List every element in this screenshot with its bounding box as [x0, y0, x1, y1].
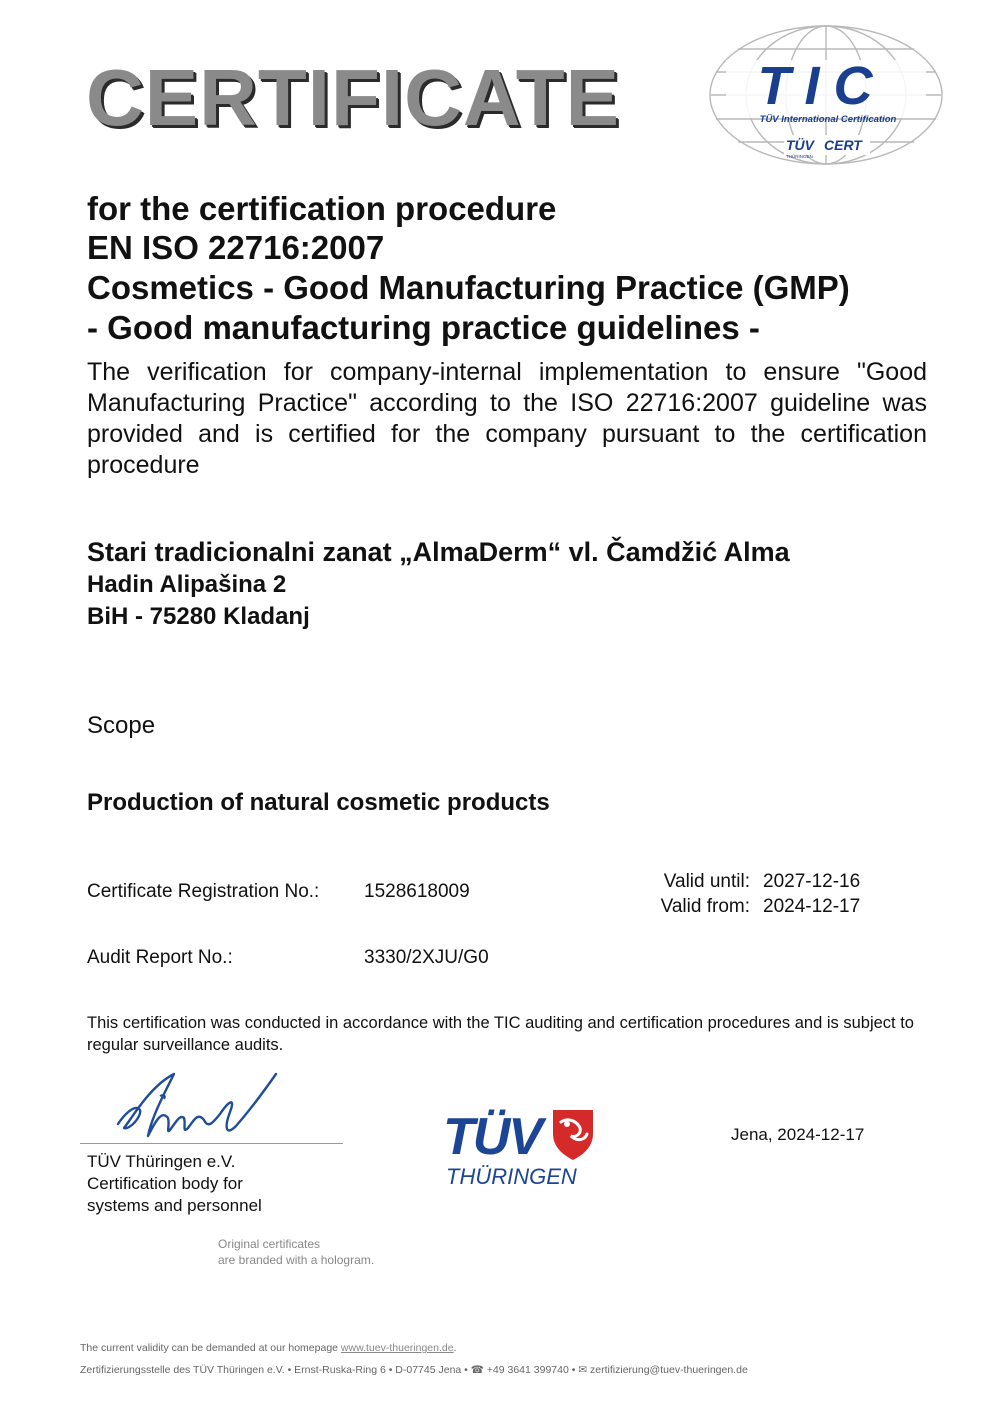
- footer-address: Zertifizierungsstelle des TÜV Thüringen e.V. • Ernst-Ruska-Ring 6 • D-07745 Jena • ☎ +49 3641 399740 • ✉ zertifizierung@tuev-thueringen.de: [80, 1364, 748, 1376]
- footer-validity: [80, 1342, 457, 1354]
- registration-label: Certificate Registration No.:: [87, 881, 320, 902]
- tuv-region: THÜRINGEN: [446, 1164, 577, 1189]
- heading-gmp: Cosmetics - Good Manufacturing Practice (GMP): [87, 269, 850, 306]
- hologram-line-1: Original certificates: [218, 1237, 321, 1251]
- registration-value: 1528618009: [364, 881, 470, 902]
- valid-from-value: 2024-12-17: [763, 896, 861, 917]
- tic-subtitle: TÜV International Certification: [759, 114, 897, 125]
- tic-small-text: THÜRINGEN: [786, 154, 813, 159]
- valid-from-label: Valid from:: [660, 896, 750, 917]
- footer-homepage-link[interactable]: www.tuev-thueringen.de: [340, 1342, 454, 1354]
- heading-standard: EN ISO 22716:2007: [87, 229, 385, 266]
- audit-label: Audit Report No.:: [87, 947, 233, 968]
- audit-value: 3330/2XJU/G0: [364, 947, 489, 968]
- company-city: BiH - 75280 Kladanj: [87, 603, 310, 630]
- company-street: Hadin Alipašina 2: [87, 571, 287, 598]
- issuer-line-1: TÜV Thüringen e.V.: [87, 1152, 236, 1171]
- issuer-line-2: Certification body for: [87, 1174, 243, 1193]
- tuv-mark: TÜV: [443, 1108, 541, 1166]
- heading-guidelines: - Good manufacturing practice guidelines -: [87, 309, 760, 346]
- tic-cert-text: CERT: [824, 137, 862, 153]
- tic-brand: TIC: [757, 56, 887, 116]
- issuer-block: [87, 1151, 262, 1217]
- tic-tuv-mark: TÜV: [786, 137, 814, 153]
- signature-line: [80, 1143, 343, 1144]
- certificate-title: CERTIFICATE: [86, 53, 620, 142]
- place-date: Jena, 2024-12-17: [731, 1125, 865, 1144]
- scope-label: Scope: [87, 712, 156, 739]
- issuer-line-3: systems and personnel: [87, 1196, 262, 1215]
- tic-globe-logo: [708, 24, 944, 166]
- signature-image: [100, 1066, 290, 1146]
- surveillance-note: This certification was conducted in accordance with the TIC auditing and certification procedures and is subject to regular surveillance audits.: [87, 1014, 914, 1054]
- hologram-line-2: are branded with a hologram.: [218, 1253, 375, 1267]
- company-name: Stari tradicionalni zanat „AlmaDerm“ vl. Čamdžić Alma: [87, 537, 790, 567]
- hologram-note: [218, 1236, 374, 1268]
- heading-procedure: for the certification procedure: [87, 190, 557, 227]
- valid-until-label: Valid until:: [663, 871, 750, 892]
- shield-icon: [553, 1110, 593, 1160]
- footer-link-suffix: .: [453, 1342, 457, 1354]
- tuv-thueringen-logo: [443, 1104, 603, 1190]
- scope-value: Production of natural cosmetic products: [87, 789, 550, 816]
- valid-until-value: 2027-12-16: [763, 871, 861, 892]
- footer-validity-text: The current validity can be demanded at our homepage: [80, 1342, 338, 1354]
- intro-paragraph: The verification for company-internal implementation to ensure "Good Manufacturing Practice" according to the ISO 22716:2007 guideline was provided and is certified for the company pursuant to the certification procedure: [87, 358, 927, 479]
